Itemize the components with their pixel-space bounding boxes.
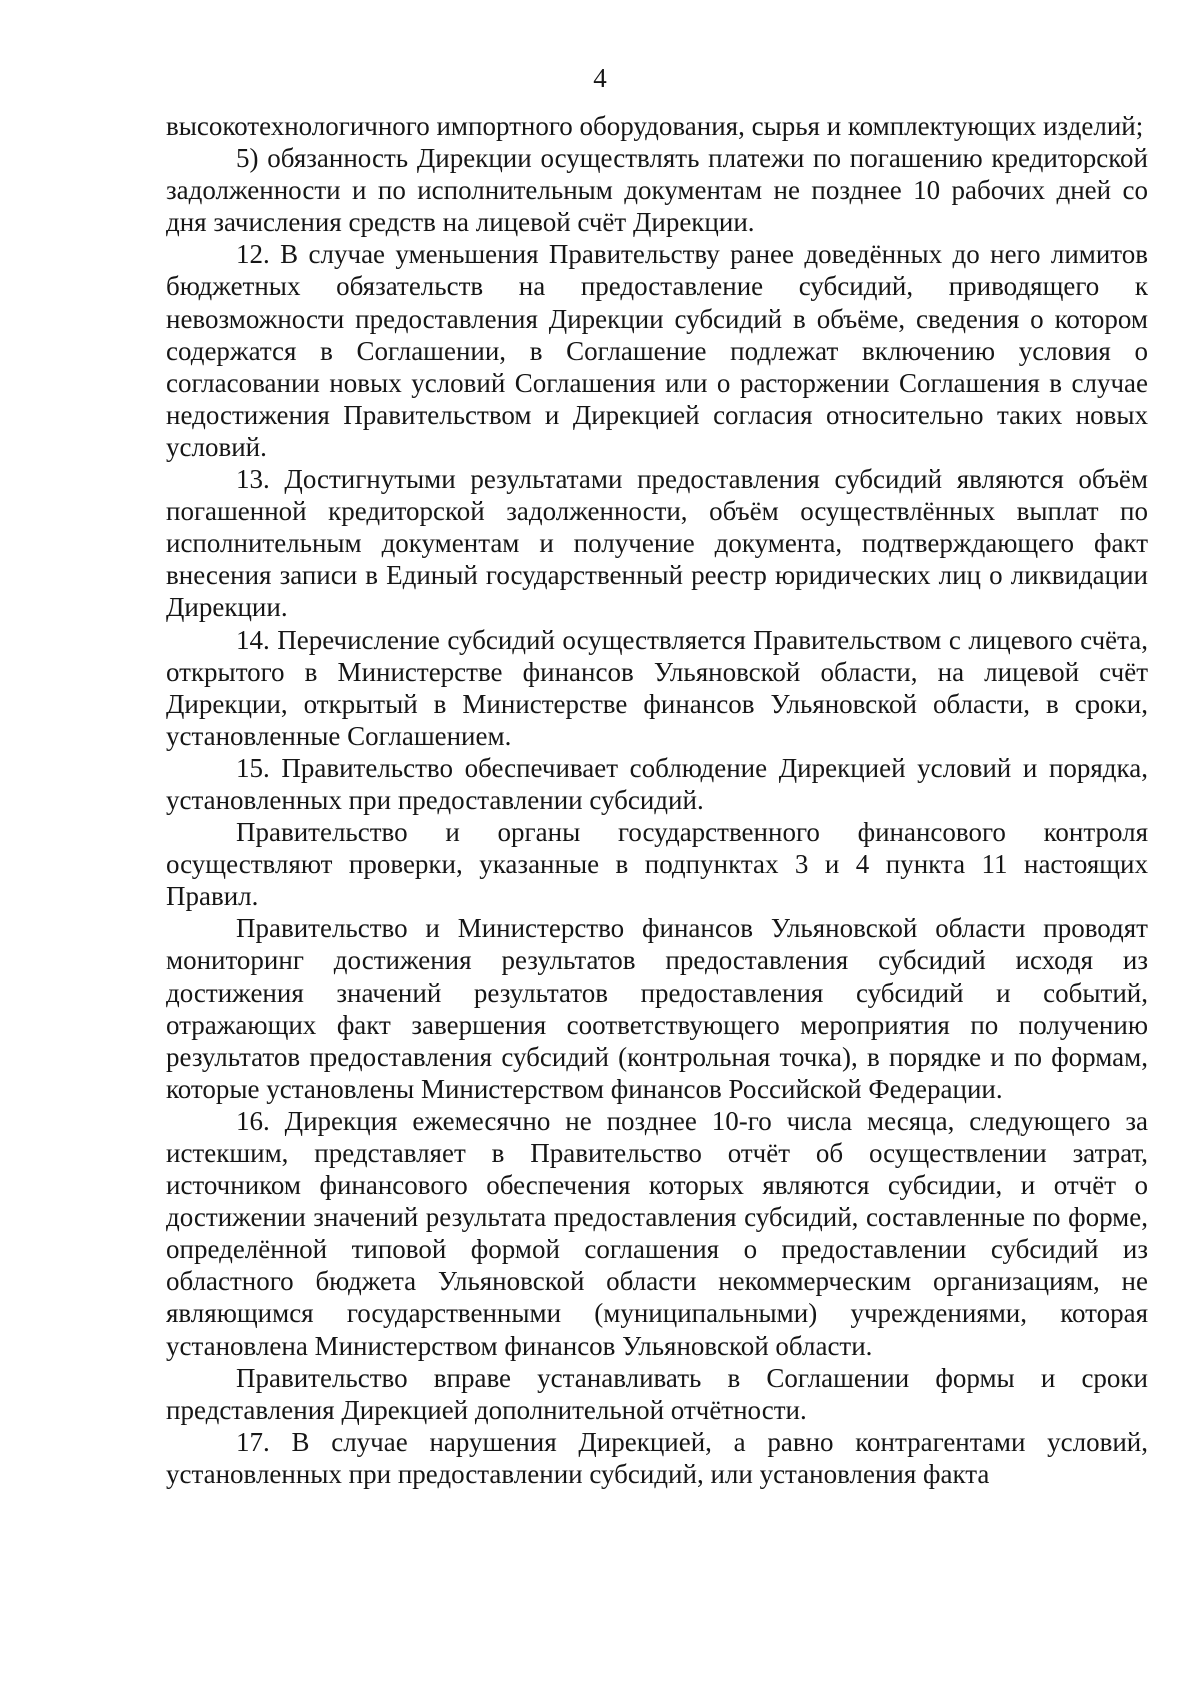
paragraph-monitoring: Правительство и Министерство финансов Ульяновской области проводят мониторинг достижения результатов предоставления субсидий исходя из достижения значений результатов предоставления субсидий и событий, отражающих факт завершения соответствующего мероприятия по получению результатов предоставления субсидий (контрольная точка), в порядке и по формам, которые установлены Министерством финансов Российской Федерации. (166, 913, 1148, 1104)
paragraph-section-14: 14. Перечисление субсидий осуществляется Правительством с лицевого счёта, открытого в Министерстве финансов Ульяновской области, на лицевой счёт Дирекции, открытый в Министерстве финансов Ульяновской области, в сроки, установленные Соглашением. (166, 624, 1148, 751)
paragraph-item-5: 5) обязанность Дирекции осуществлять платежи по погашению кредиторской задолженности и по исполнительным документам не позднее 10 рабочих дней со дня зачисления средств на лицевой счёт Дирекции. (166, 143, 1148, 238)
paragraph-section-16: 16. Дирекция ежемесячно не позднее 10-го числа месяца, следующего за истекшим, представляет в Правительство отчёт об осуществлении затрат, источником финансового обеспечения которых являются субсидии, и отчёт о достижении значений результата предоставления субсидий, составленные по форме, определённой типовой формой соглашения о предоставлении субсидий из областного бюджета Ульяновской области некоммерческим организациям, не являющимся государственными (муниципальными) учреждениями, которая установлена Министерством финансов Ульяновской области. (166, 1105, 1148, 1361)
paragraph-section-13: 13. Достигнутыми результатами предоставления субсидий являются объём погашенной кредиторской задолженности, объём осуществлённых выплат по исполнительным документам и получение документа, подтверждающего факт внесения записи в Единый государственный реестр юридических лиц о ликвидации Дирекции. (166, 464, 1148, 623)
paragraph-continuation-items: высокотехнологичного импортного оборудования, сырья и комплектующих изделий; (166, 111, 1144, 141)
paragraph-section-12: 12. В случае уменьшения Правительству ранее доведённых до него лимитов бюджетных обязательств на предоставление субсидий, приводящего к невозможности предоставления Дирекции субсидий в объёме, сведения о котором содержатся в Соглашении, в Соглашение подлежат включению условия о согласовании новых условий Соглашения или о расторжении Соглашения в случае недостижения Правительством и Дирекцией согласия относительно таких новых условий. (166, 239, 1148, 462)
paragraph-section-17: 17. В случае нарушения Дирекцией, а равно контрагентами условий, установленных при предоставлении субсидий, или установления факта (166, 1426, 1148, 1489)
paragraph-section-15: 15. Правительство обеспечивает соблюдение Дирекцией условий и порядка, установленных при предоставлении субсидий. (166, 752, 1148, 815)
paragraph-additional-reporting: Правительство вправе устанавливать в Соглашении формы и сроки представления Дирекцией дополнительной отчётности. (166, 1362, 1148, 1425)
document-body (166, 110, 1148, 1490)
paragraph-inspections: Правительство и органы государственного финансового контроля осуществляют проверки, указанные в подпунктах 3 и 4 пункта 11 настоящих Правил. (166, 817, 1148, 912)
page-number: 4 (593, 63, 607, 93)
